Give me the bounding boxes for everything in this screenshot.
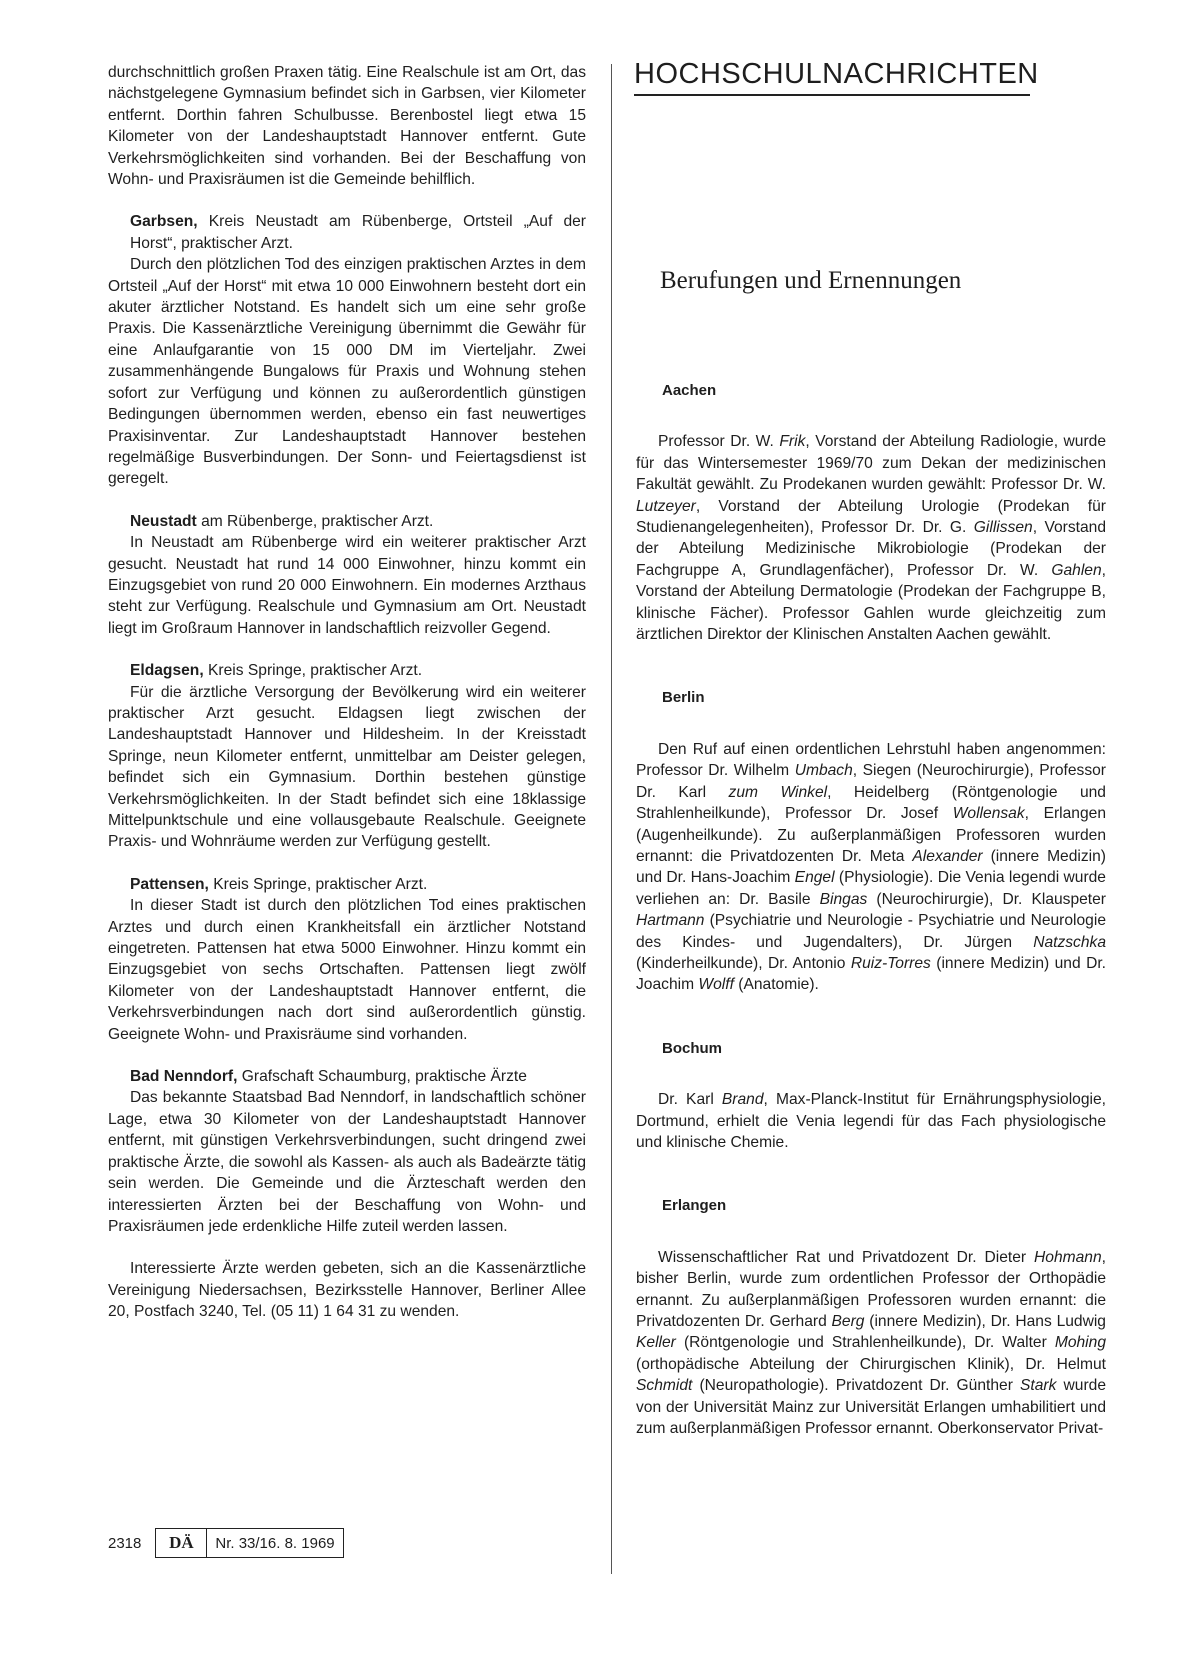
- text-segment: (innere Medizin), Dr. Hans Ludwig: [864, 1313, 1106, 1330]
- page-footer: [108, 1528, 344, 1558]
- person-name: Frik: [779, 433, 806, 451]
- person-name: zum Winkel: [728, 783, 828, 801]
- text-segment: , Siegen (Neurochirurgie), Professor Dr. Karl: [636, 762, 1106, 801]
- text-segment: Dr. Karl: [658, 1091, 722, 1109]
- city-paragraph: [636, 431, 1106, 645]
- text-segment: (innere Medizin) und Dr. Joachim: [636, 954, 1106, 994]
- entry-heading: [108, 874, 586, 895]
- right-column: [636, 380, 1106, 1439]
- left-column: [108, 62, 586, 1323]
- section-title: Berufungen und Ernennungen: [660, 267, 962, 294]
- person-name: Alexander: [912, 847, 983, 865]
- text-segment: (Anatomie).: [733, 976, 819, 994]
- person-name: Engel: [794, 869, 835, 887]
- text-segment: , Heidelberg (Röntgenologie und Strahlenheilkunde), Professor Dr. Josef: [636, 783, 1106, 823]
- entry-details: am Rübenberge, praktischer Arzt.: [201, 512, 434, 530]
- person-name: Keller: [636, 1334, 676, 1352]
- person-name: Brand: [721, 1091, 764, 1109]
- entry-heading: [108, 511, 586, 532]
- entry-body: In Neustadt am Rübenberge wird ein weiterer praktischer Arzt gesucht. Neustadt hat rund 14 000 Einwohner, hinzu kommt ein Einzugsgebiet von rund 20 000 Einwohnern. Ein modernes Arzthaus steht zur Verfügung. Realschule und Gymnasium am Ort. Neustadt liegt im Großraum Hannover in landschaftlich reizvoller Gegend.: [108, 534, 586, 637]
- entry-body: Durch den plötzlichen Tod des einzigen praktischen Arztes in dem Ortsteil „Auf der Horst“ mit etwa 10 000 Einwohnern besteht dort ein akuter ärztlicher Notstand. Es handelt sich um eine sehr große Praxis. Die Kassenärztliche Vereinigung übernimmt die Gewähr für eine Anlaufgarantie von 15 000 DM im Vierteljahr. Zwei zusammenhängende Bungalows für Praxis und Wohnung stehen sofort zur Verfügung und können zu außerordentlich günstigen Bedingungen übernommen werden, ebenso ein fast neuwertiges Praxisinventar. Zur Landeshauptstadt Hannover bestehen regelmäßige Busverbindungen. Der Sonn- und Feiertagsdienst ist geregelt.: [108, 256, 586, 488]
- person-name: Wollensak: [952, 805, 1025, 823]
- person-name: Lutzeyer: [636, 497, 696, 515]
- city-heading: Erlangen: [662, 1197, 727, 1215]
- text-segment: , bisher Berlin, wurde zum ordentlichen Professor der Orthopädie ernannt. Zu außerplanmäßigen Professoren wurden ernannt: die Privatdozenten Dr. Gerhard: [636, 1248, 1106, 1330]
- entry-body: Das bekannte Staatsbad Bad Nenndorf, in landschaftlich schöner Lage, etwa 30 Kilometer von der Landeshauptstadt Hannover entfernt, mit günstigen Verkehrsverbindungen, sucht dringend zwei praktische Ärzte, die sowohl als Kassen- als auch als Badeärzte tätig sein werden. Die Gemeinde und die Ärzteschaft werden den interessierten Ärzten bei der Beschaffung von Wohn- und Praxisräumen jede erdenkliche Hilfe zuteil werden lassen.: [108, 1089, 586, 1235]
- person-name: Wolff: [698, 976, 734, 994]
- city-heading: Bochum: [662, 1039, 722, 1057]
- rubric-underline: [634, 94, 1030, 96]
- entry-details: Grafschaft Schaumburg, praktische Ärzte: [241, 1068, 527, 1086]
- person-name: Natzschka: [1033, 933, 1106, 951]
- text-segment: (Neurochirurgie), Dr. Klauspeter: [867, 890, 1107, 908]
- entry-body: In dieser Stadt ist durch den plötzlichen Tod eines praktischen Arztes und durch einen Krankheitsfall ein ärztlicher Notstand eingetreten. Pattensen hat etwa 5000 Einwohner. Hinzu kommt ein Einzugsgebiet von sechs Ortschaften. Pattensen liegt zwölf Kilometer von der Landeshauptstadt Hannover entfernt, die Verkehrsverbindungen nach dort sind außerordentlich günstig. Geeignete Wohn- und Praxisräume sind vorhanden.: [108, 897, 586, 1043]
- text-segment: (orthopädische Abteilung der Chirurgischen Klinik), Dr. Helmut: [636, 1355, 1106, 1373]
- entry-place: Pattensen,: [130, 875, 209, 893]
- person-name: Hartmann: [636, 912, 705, 930]
- person-name: Schmidt: [636, 1377, 693, 1395]
- text-segment: , Max-Planck-Institut für Ernährungsphysiologie, Dortmund, erhielt die Venia legendi für das Fach physiologische und klinische Chemie.: [636, 1091, 1106, 1151]
- person-name: Bingas: [819, 890, 868, 908]
- person-name: Mohing: [1054, 1334, 1106, 1352]
- text-segment: (Kinderheilkunde), Dr. Antonio: [636, 954, 851, 972]
- entry-place: Eldagsen,: [130, 662, 204, 680]
- text-segment: , Vorstand der Abteilung Radiologie, wurde für das Wintersemester 1969/70 zum Dekan der medizinischen Fakultät gewählt. Zu Prodekanen wurden gewählt: Professor Dr. W.: [636, 433, 1107, 494]
- entry-details: Kreis Springe, praktischer Arzt.: [213, 875, 428, 893]
- entry-place: Neustadt: [130, 512, 197, 530]
- text-segment: (innere Medizin) und Dr. Hans-Joachim: [636, 847, 1106, 887]
- person-name: Hohmann: [1034, 1248, 1102, 1266]
- person-name: Gillissen: [973, 519, 1033, 537]
- person-name: Berg: [831, 1313, 865, 1330]
- person-name: Stark: [1020, 1377, 1057, 1395]
- person-name: Umbach: [794, 762, 853, 780]
- entry-place: Garbsen,: [130, 213, 198, 231]
- entry-heading: [108, 211, 586, 254]
- left-entries: [108, 190, 586, 1237]
- text-segment: , Vorstand der Abteilung Medizinische Mikrobiologie (Prodekan der Fachgruppe A, Grundlagenfächer), Professor Dr. W.: [636, 519, 1107, 579]
- text-segment: , Vorstand der Abteilung Urologie (Prodekan für Studienangelegenheiten), Professor Dr. Dr. G.: [636, 497, 1106, 537]
- city-heading: Aachen: [662, 382, 717, 399]
- entry-heading: [108, 660, 586, 681]
- page-number: 2318: [108, 1534, 142, 1552]
- entry-place: Bad Nenndorf,: [130, 1068, 238, 1086]
- text-segment: , Erlangen (Augenheilkunde). Zu außerplanmäßigen Professoren wurden ernannt: die Privatdozenten Dr. Meta: [636, 805, 1106, 865]
- person-name: Ruiz-Torres: [850, 954, 931, 972]
- text-segment: (Physiologie). Die Venia legendi wurde verliehen an: Dr. Basile: [636, 869, 1106, 908]
- issue-info: Nr. 33/16. 8. 1969: [215, 1534, 335, 1552]
- text-segment: Den Ruf auf einen ordentlichen Lehrstuhl haben angenommen: Professor Dr. Wilhelm: [636, 740, 1106, 780]
- rubric-title: HOCHSCHULNACHRICHTEN: [634, 58, 1039, 90]
- entry-body: Für die ärztliche Versorgung der Bevölkerung wird ein weiterer praktischer Arzt gesucht. Eldagsen liegt zwischen der Landeshauptstadt Hannover und Hildesheim. In der Kreisstadt Springe, neun Kilometer entfernt, unmittelbar am Deister gelegen, befindet sich ein Gymnasium. Dorthin bestehen günstige Verkehrsmöglichkeiten. In der Stadt befindet sich eine 18klassige Mittelpunktschule und eine vollausgebaute Realschule. Geeignete Praxis- und Wohnräume werden zur Verfügung gestellt.: [108, 683, 586, 851]
- column-divider: [611, 64, 612, 1574]
- text-segment: wurde von der Universität Mainz zur Universität Erlangen umhabilitiert und zum außerplanmäßigen Professor ernannt. Oberkonservator Privat-: [636, 1377, 1106, 1438]
- city-heading: Berlin: [662, 689, 705, 707]
- text-segment: (Psychiatrie und Neurologie - Psychiatrie und Neurologie des Kindes- und Jugendalters), Dr. Jürgen: [636, 912, 1106, 951]
- journal-box: [155, 1528, 343, 1558]
- city-paragraph: [636, 1247, 1106, 1440]
- intro-paragraph: durchschnittlich großen Praxen tätig. Eine Realschule ist am Ort, das nächstgelegene Gymnasium befindet sich in Garbsen, vier Kilometer entfernt. Dorthin fahren Schulbusse. Berenbostel liegt etwa 15 Kilometer von der Landeshauptstadt Hannover entfernt. Gute Verkehrsmöglichkeiten sind vorhanden. Bei der Beschaffung von Wohn- und Praxisräumen ist die Gemeinde behilflich.: [108, 64, 586, 189]
- journal-logo: DÄ: [156, 1529, 207, 1557]
- text-segment: (Neuropathologie). Privatdozent Dr. Günther: [692, 1377, 1020, 1395]
- person-name: Gahlen: [1051, 561, 1102, 579]
- city-paragraph: [636, 739, 1106, 996]
- entry-heading: [108, 1066, 586, 1087]
- entry-details: Kreis Neustadt am Rübenberge, Ortsteil „Auf der Horst“, praktischer Arzt.: [130, 213, 586, 252]
- text-segment: Professor Dr. W.: [658, 433, 780, 451]
- text-segment: Wissenschaftlicher Rat und Privatdozent Dr. Dieter: [658, 1248, 1035, 1266]
- text-segment: (Röntgenologie und Strahlenheilkunde), Dr. Walter: [675, 1334, 1055, 1352]
- entry-details: Kreis Springe, praktischer Arzt.: [208, 662, 423, 680]
- closing-paragraph: Interessierte Ärzte werden gebeten, sich an die Kassenärztliche Vereinigung Niedersachsen, Bezirksstelle Hannover, Berliner Allee 20, Postfach 3240, Tel. (05 11) 1 64 31 zu wenden.: [108, 1260, 586, 1321]
- city-paragraph: [636, 1089, 1106, 1153]
- text-segment: , Vorstand der Abteilung Dermatologie (Prodekan der Fachgruppe B, klinische Fächer). Professor Gahlen wurde gleichzeitig zum ärztlichen Direktor der Klinischen Anstalten Aachen gewählt.: [636, 561, 1106, 644]
